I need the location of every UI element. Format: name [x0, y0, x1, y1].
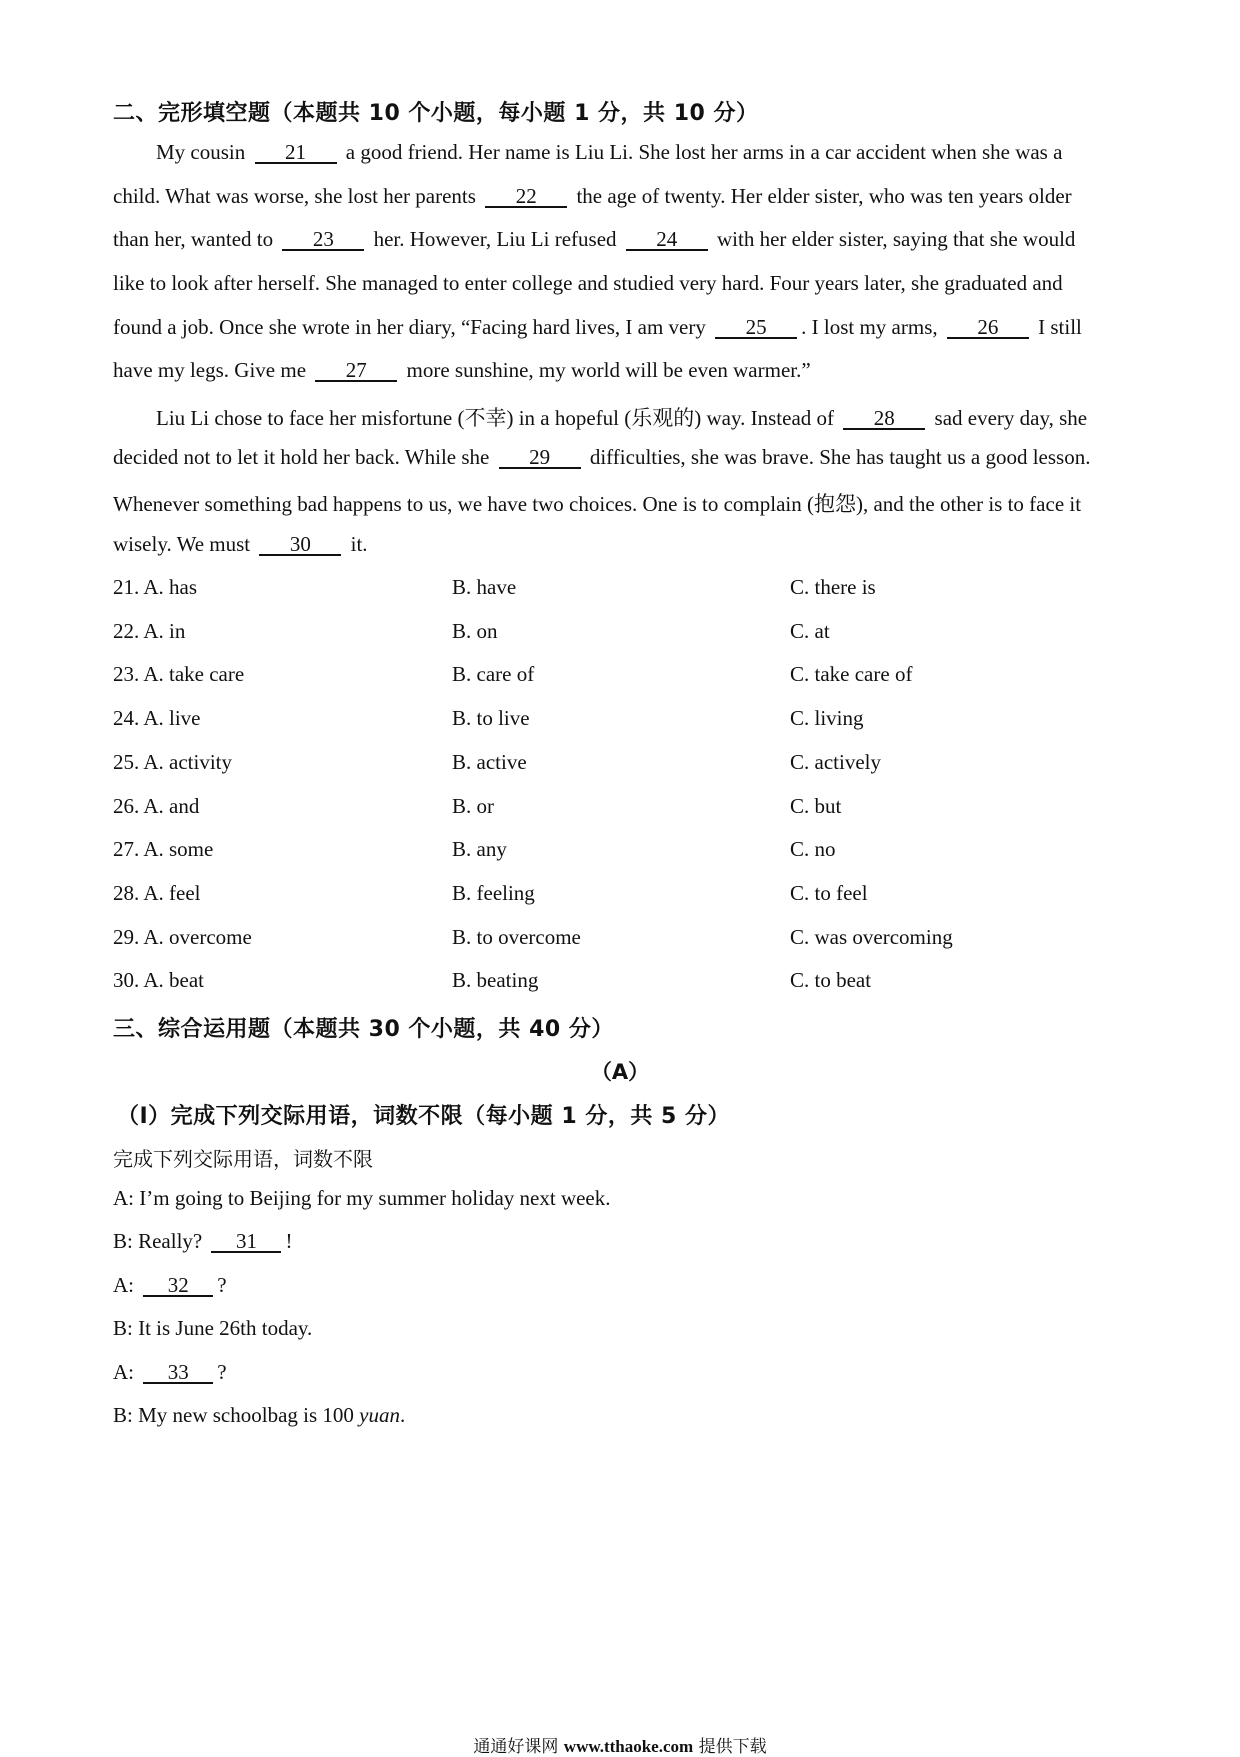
blank-31[interactable]: 31: [211, 1231, 281, 1253]
line-text: !: [285, 1229, 293, 1253]
footer-left: 通通好课网: [473, 1737, 564, 1757]
option-a[interactable]: 22. A. in: [113, 618, 186, 643]
line-text: with her elder sister, saying that she would: [711, 227, 1076, 251]
option-a[interactable]: 28. A. feel: [113, 880, 201, 905]
line-text: B: Really?: [113, 1229, 208, 1253]
dialogue-line: [113, 1273, 1133, 1298]
line-text: I still: [1032, 315, 1082, 339]
line-text: child. What was worse, she lost her parents: [113, 184, 482, 208]
line-text: Liu Li chose to face her misfortune (不幸) in a hopeful (乐观的) way. Instead of: [156, 406, 840, 430]
line-text: B: It is June 26th today.: [113, 1316, 313, 1340]
line-text: more sunshine, my world will be even warmer.”: [401, 358, 811, 382]
passage-line: [113, 315, 1133, 340]
line-text: difficulties, she was brave. She has taught us a good lesson.: [584, 445, 1091, 469]
option-b[interactable]: B. to live: [452, 706, 530, 731]
footer: [0, 1732, 1240, 1757]
blank-26[interactable]: 26: [947, 317, 1029, 339]
line-text: than her, wanted to: [113, 227, 279, 251]
passage-line: [113, 445, 1133, 470]
option-row: [113, 750, 1133, 780]
option-c[interactable]: C. living: [790, 706, 864, 731]
dialogue-line: [113, 1360, 1133, 1385]
option-c[interactable]: C. at: [790, 618, 830, 643]
passage-line: [113, 488, 1133, 518]
section-2-heading: 二、完形填空题（本题共 10 个小题，每小题 1 分，共 10 分）: [113, 101, 759, 126]
blank-22[interactable]: 22: [485, 186, 567, 208]
option-c[interactable]: C. actively: [790, 749, 881, 774]
option-a[interactable]: 26. A. and: [113, 793, 200, 818]
dialogue-line: [113, 1229, 1133, 1254]
option-c[interactable]: C. there is: [790, 575, 876, 599]
dialogue-line: [113, 1186, 1133, 1211]
line-text: ?: [217, 1360, 227, 1384]
part-label: （A）: [590, 1060, 650, 1084]
line-text: ?: [217, 1273, 227, 1297]
line-text: Whenever something bad happens to us, we have two choices. One is to complain (抱怨), and the other is to face it: [113, 492, 1082, 516]
line-text: sad every day, she: [929, 406, 1088, 430]
option-c[interactable]: C. take care of: [790, 662, 913, 687]
instruction: 完成下列交际用语，词数不限: [113, 1147, 373, 1171]
dialogue-line: [113, 1403, 1133, 1428]
blank-24[interactable]: 24: [626, 229, 708, 251]
option-c[interactable]: C. to feel: [790, 880, 868, 905]
option-c[interactable]: C. no: [790, 837, 836, 862]
option-row: [113, 575, 1133, 605]
sub-heading: （Ⅰ）完成下列交际用语，词数不限（每小题 1 分，共 5 分）: [117, 1104, 730, 1129]
option-b[interactable]: B. to overcome: [452, 924, 581, 949]
blank-25[interactable]: 25: [715, 317, 797, 339]
option-b[interactable]: B. or: [452, 793, 494, 818]
line-text: have my legs. Give me: [113, 358, 312, 382]
passage-line: [156, 140, 1176, 165]
line-text: . I lost my arms,: [801, 315, 943, 339]
passage-line: [113, 358, 1133, 383]
line-text: wisely. We must: [113, 532, 256, 556]
line-text: B: My new schoolbag is 100: [113, 1403, 360, 1427]
option-row: [113, 881, 1133, 911]
italic-text: yuan: [359, 1403, 400, 1427]
option-row: [113, 837, 1133, 867]
blank-32[interactable]: 32: [143, 1275, 213, 1297]
line-text: decided not to let it hold her back. While she: [113, 445, 495, 469]
option-b[interactable]: B. active: [452, 749, 527, 774]
option-b[interactable]: B. beating: [452, 968, 539, 993]
option-b[interactable]: B. feeling: [452, 880, 535, 905]
blank-30[interactable]: 30: [259, 534, 341, 556]
option-a[interactable]: 21. A. has: [113, 575, 197, 599]
footer-url: www.tthaoke.com: [563, 1737, 694, 1756]
option-row: [113, 619, 1133, 649]
option-row: [113, 662, 1133, 692]
blank-29[interactable]: 29: [499, 447, 581, 469]
option-row: [113, 925, 1133, 955]
blank-28[interactable]: 28: [843, 408, 925, 430]
line-text: A:: [113, 1360, 140, 1384]
passage-line: [113, 227, 1133, 252]
passage-line: [113, 271, 1133, 296]
blank-23[interactable]: 23: [282, 229, 364, 251]
passage-line: [156, 402, 1176, 432]
line-text: .: [399, 1403, 406, 1427]
passage-line: [113, 184, 1133, 209]
blank-33[interactable]: 33: [143, 1362, 213, 1384]
option-b[interactable]: B. have: [452, 575, 517, 599]
option-a[interactable]: 30. A. beat: [113, 968, 204, 993]
option-a[interactable]: 25. A. activity: [113, 749, 232, 774]
line-text: her. However, Liu Li refused: [368, 227, 622, 251]
option-c[interactable]: C. to beat: [790, 968, 872, 993]
line-text: a good friend. Her name is Liu Li. She lost her arms in a car accident when she was a: [340, 140, 1063, 164]
passage-line: [113, 532, 1133, 557]
option-b[interactable]: B. on: [452, 618, 498, 643]
section-3-heading: 三、综合运用题（本题共 30 个小题，共 40 分）: [113, 1017, 614, 1042]
option-a[interactable]: 23. A. take care: [113, 662, 245, 687]
option-row: [113, 968, 1133, 998]
line-text: the age of twenty. Her elder sister, who was ten years older: [571, 184, 1072, 208]
option-row: [113, 706, 1133, 736]
option-b[interactable]: B. care of: [452, 662, 535, 687]
line-text: A:: [113, 1273, 140, 1297]
footer-right: 提供下载: [693, 1737, 767, 1757]
dialogue-line: [113, 1316, 1133, 1341]
line-text: like to look after herself. She managed to enter college and studied very hard. Four years later, she graduated and: [113, 271, 1063, 295]
option-a[interactable]: 27. A. some: [113, 837, 214, 862]
blank-21[interactable]: 21: [255, 142, 337, 164]
line-text: it.: [345, 532, 368, 556]
option-row: [113, 794, 1133, 824]
line-text: found a job. Once she wrote in her diary, “Facing hard lives, I am very: [113, 315, 712, 339]
line-text: A: I’m going to Beijing for my summer holiday next week.: [113, 1186, 611, 1210]
option-a[interactable]: 29. A. overcome: [113, 924, 252, 949]
line-text: My cousin: [156, 140, 251, 164]
blank-27[interactable]: 27: [315, 360, 397, 382]
option-b[interactable]: B. any: [452, 837, 507, 862]
option-a[interactable]: 24. A. live: [113, 706, 201, 731]
option-c[interactable]: C. but: [790, 793, 842, 818]
option-c[interactable]: C. was overcoming: [790, 924, 953, 949]
